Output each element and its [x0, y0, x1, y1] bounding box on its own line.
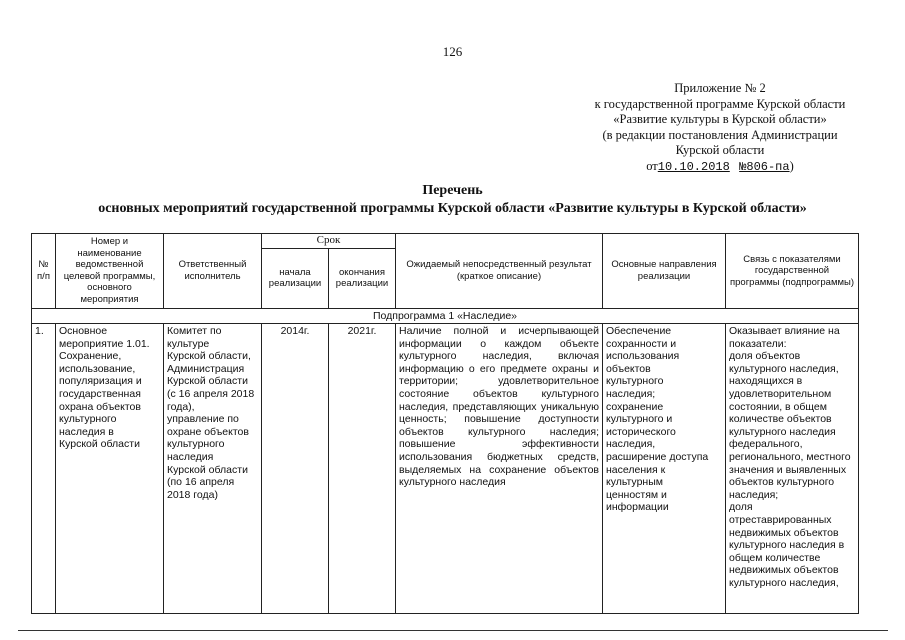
header-num: № п/п	[32, 234, 56, 309]
header-executor: Ответственный исполнитель	[164, 234, 262, 309]
document-subtitle: основных мероприятий государственной программы Курской области «Развитие культуры в Курской области»	[98, 201, 807, 216]
row-link: Оказывает влияние на показатели: доля объектов культурного наследия, находящихся в удовлетворительном состоянии, в общем количестве объектов культурного наследия федерального, регионального, местного значения и выявленных объектов культурного наследия; доля отреставрированных недвижимых объектов культурного наследия в общем количестве недвижимых объектов культурного наследия,	[726, 324, 859, 614]
header-result: Ожидаемый непосредственный результат (краткое описание)	[396, 234, 603, 309]
header-link: Связь с показателями государственной программы (подпрограммы)	[726, 234, 859, 309]
appendix-line-4: (в редакции постановления Администрации	[602, 127, 838, 142]
appendix-header	[560, 81, 880, 175]
row-end: 2021г.	[329, 324, 396, 614]
appendix-line-5: Курской области	[675, 143, 765, 157]
header-term: Срок	[262, 234, 396, 249]
closing-paren: )	[789, 158, 794, 173]
resolution-number: №806-па	[739, 159, 790, 174]
row-start: 2014г.	[262, 324, 329, 614]
header-end: окончания реализации	[329, 248, 396, 308]
header-start: начала реализации	[262, 248, 329, 308]
page-number: 126	[442, 44, 463, 59]
subprogram-title: Подпрограмма 1 «Наследие»	[32, 308, 859, 324]
document-title: Перечень	[422, 183, 483, 198]
date-prefix: от	[646, 158, 658, 173]
row-num: 1.	[32, 324, 56, 614]
row-executor: Комитет по культуре Курской области, Администрация Курской области (с 16 апреля 2018 года), управление по охране объектов культурного наследия Курской области (по 16 апреля 2018 года)	[164, 324, 262, 614]
resolution-date: 10.10.2018	[657, 159, 730, 174]
row-directions: Обеспечение сохранности и использования объектов культурного наследия; сохранение культурного и исторического наследия, расширение доступа населения к культурным ценностям и информации	[603, 324, 726, 614]
page-bottom-edge	[18, 630, 888, 631]
row-name: Основное мероприятие 1.01. Сохранение, использование, популяризация и государственная охрана объектов культурного наследия в Курской области	[56, 324, 164, 614]
appendix-line-2: к государственной программе Курской области	[594, 96, 846, 111]
appendix-line-3: «Развитие культуры в Курской области»	[613, 112, 827, 126]
row-result: Наличие полной и исчерпывающей информации о каждом объекте культурного наследия, включая информацию о его предмете охраны и территории; удовлетворительное состояние объектов культурного наследия, представляющих уникальную ценность; повышение доступности объектов культурного наследия; повышение эффективности использования бюджетных средств, выделяемых на сохранение объектов культурного наследия	[396, 324, 603, 614]
subprogram-row	[32, 308, 859, 324]
table-row	[32, 324, 859, 614]
header-name: Номер и наименование ведомственной целевой программы, основного мероприятия	[56, 234, 164, 309]
appendix-date-line	[560, 159, 880, 176]
measures-table	[31, 233, 859, 614]
header-directions: Основные направления реализации	[603, 234, 726, 309]
appendix-line-1: Приложение № 2	[674, 81, 766, 95]
